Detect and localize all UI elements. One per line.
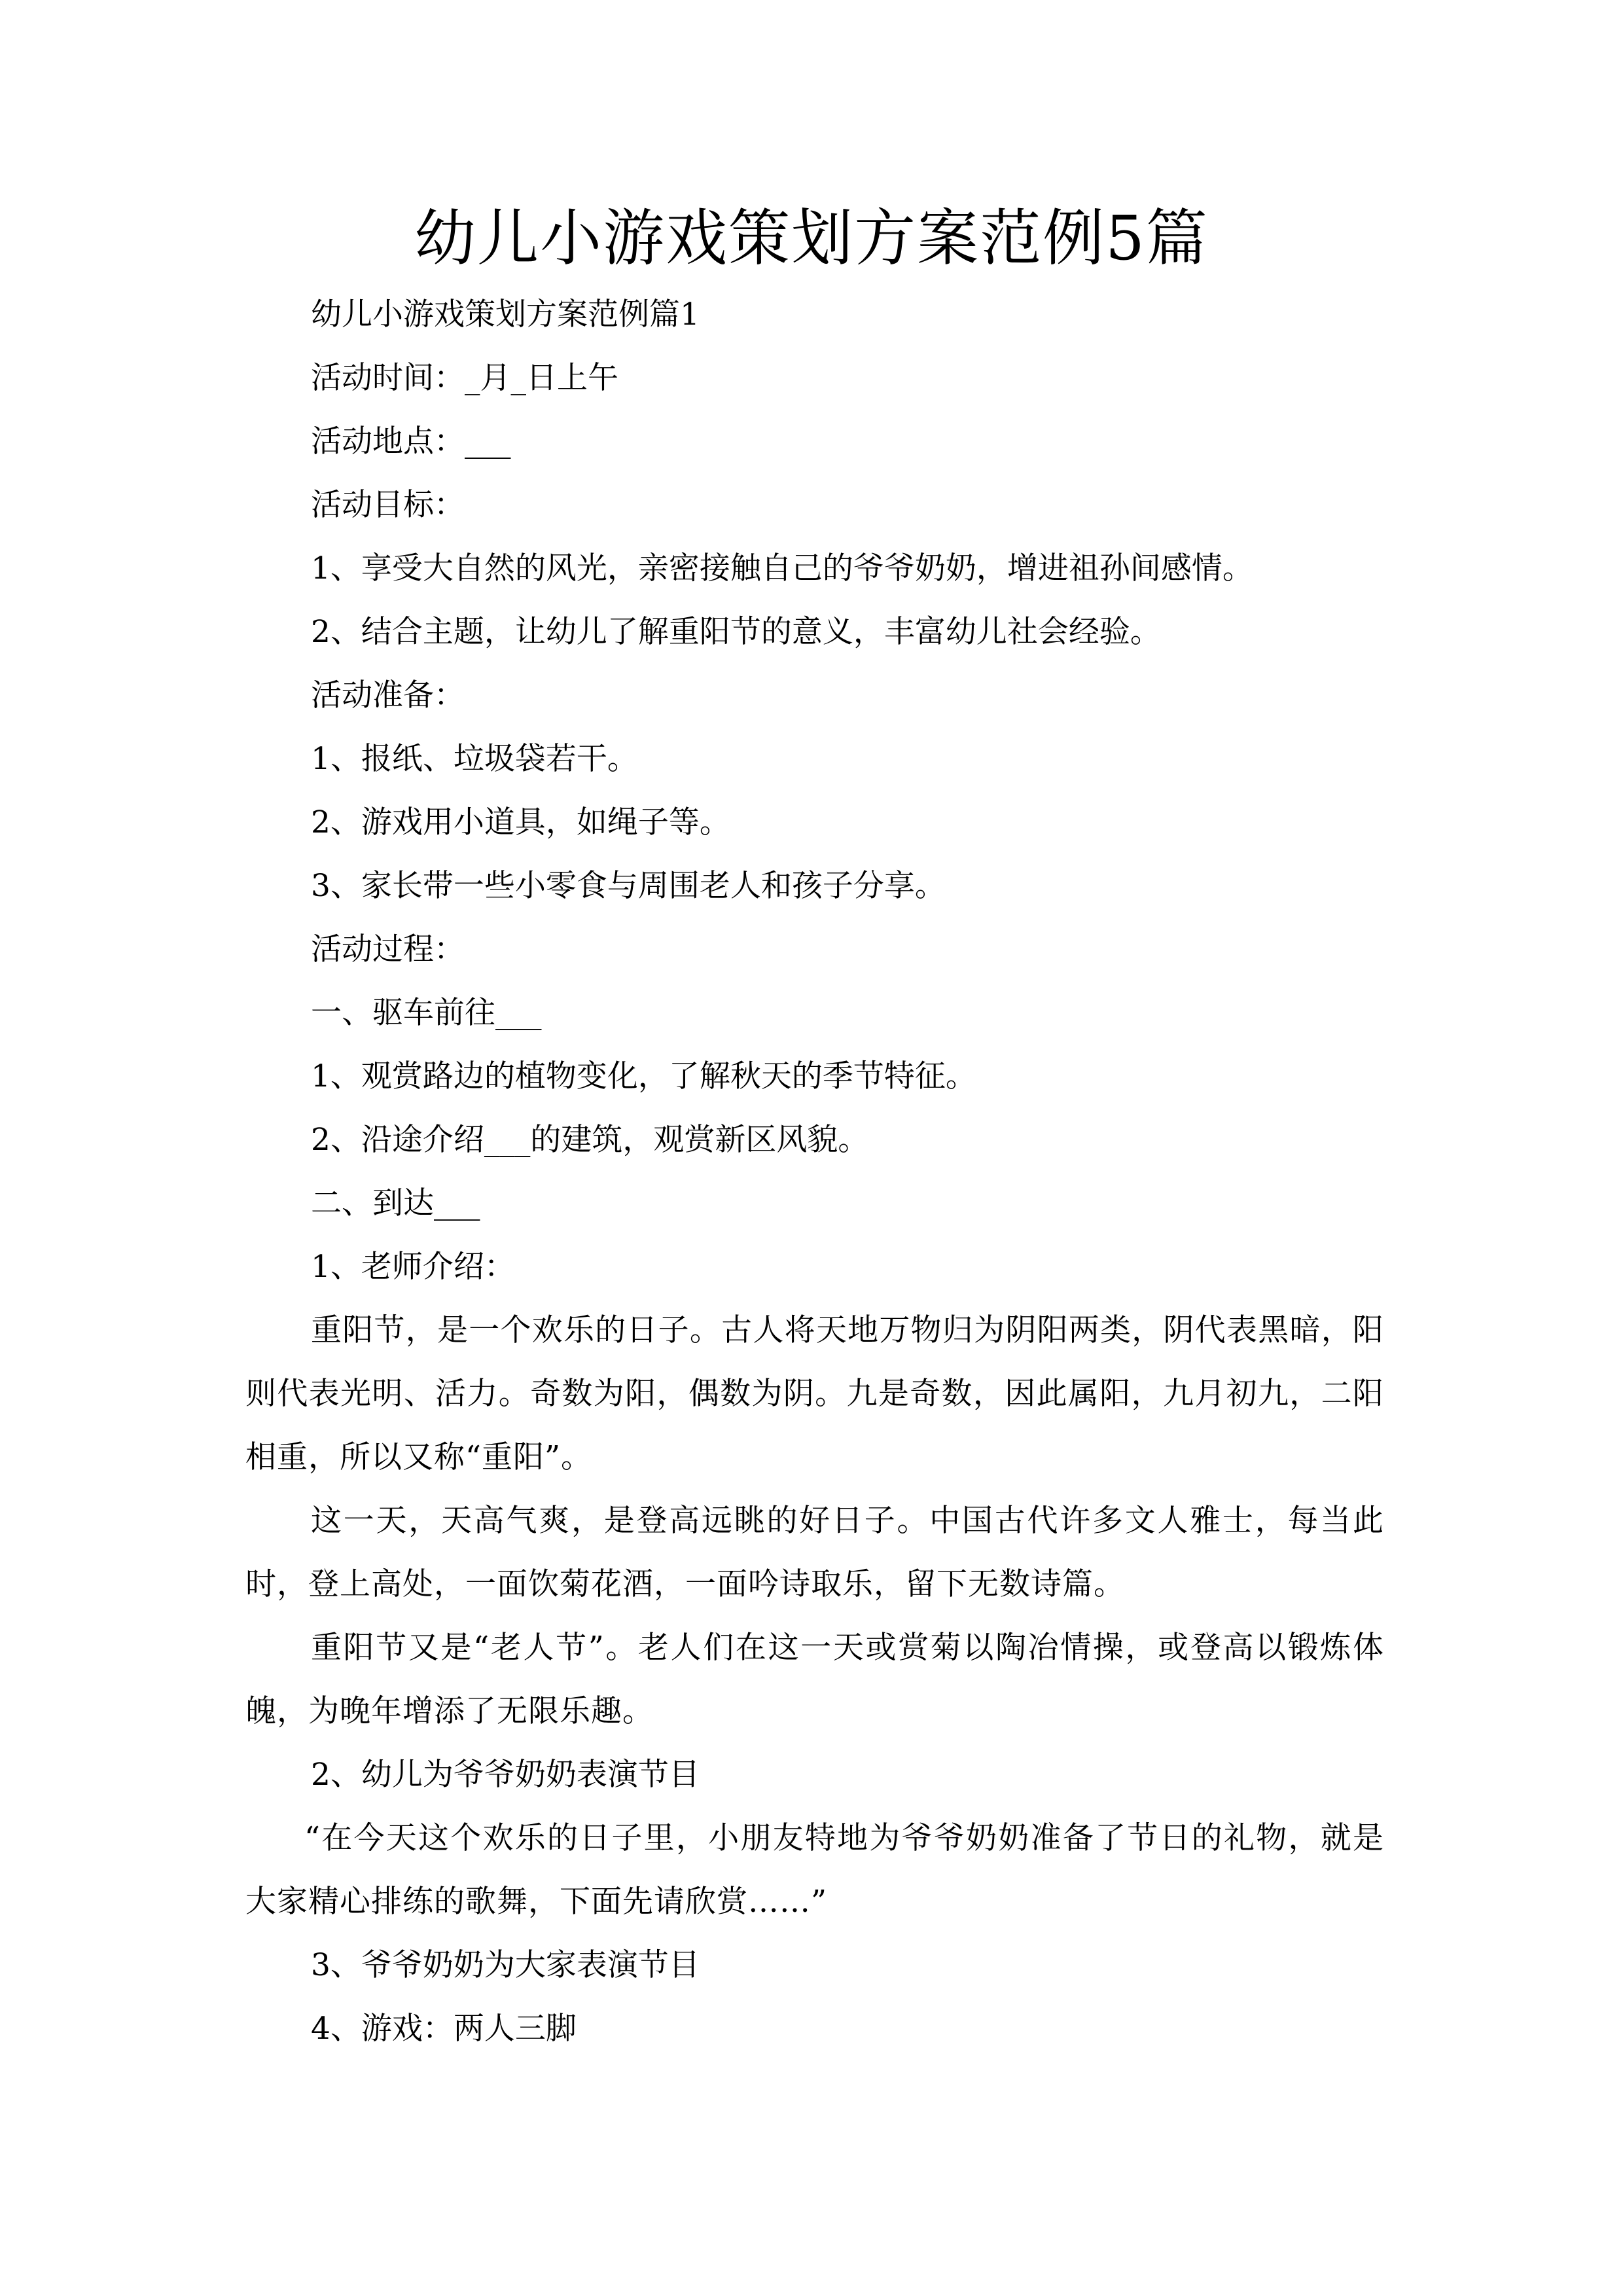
preparation-item: 1、报纸、垃圾袋若干。 [311, 741, 638, 777]
process-heading: 活动过程： [311, 931, 465, 967]
document-title: 幼儿小游戏策划方案范例5篇 [414, 203, 1209, 274]
body-paragraph: 重阳节又是“老人节”。老人们在这一天或赏菊以陶冶情操，或登高以锻炼体魄，为晚年增添了无限乐趣。 [245, 1630, 1384, 1729]
section-heading: 幼儿小游戏策划方案范例篇1 [311, 296, 700, 332]
goal-item: 1、享受大自然的风光，亲密接触自己的爷爷奶奶，增进祖孙间感情。 [311, 550, 1253, 586]
grandparents-perform-item: 3、爷爷奶奶为大家表演节目 [311, 1947, 700, 1983]
step-two-heading: 二、到达___ [311, 1185, 480, 1221]
goals-heading: 活动目标： [311, 487, 465, 523]
goal-item: 2、结合主题，让幼儿了解重阳节的意义，丰富幼儿社会经验。 [311, 614, 1161, 650]
game-item: 4、游戏：两人三脚 [311, 2011, 577, 2047]
document-body [245, 283, 1384, 2060]
step-one-item: 2、沿途介绍___的建筑，观赏新区风貌。 [311, 1122, 869, 1158]
children-perform-item: 2、幼儿为爷爷奶奶表演节目 [311, 1757, 700, 1793]
step-one-heading: 一、驱车前往___ [311, 995, 542, 1031]
quote-paragraph: “在今天这个欢乐的日子里，小朋友特地为爷爷奶奶准备了节日的礼物，就是大家精心排练的歌舞，下面先请欣赏……” [245, 1820, 1384, 1920]
preparation-item: 2、游戏用小道具，如绳子等。 [311, 804, 730, 840]
preparation-heading: 活动准备： [311, 677, 465, 713]
activity-place: 活动地点：___ [311, 423, 511, 459]
preparation-item: 3、家长带一些小零食与周围老人和孩子分享。 [311, 868, 946, 904]
step-one-item: 1、观赏路边的植物变化，了解秋天的季节特征。 [311, 1058, 976, 1094]
body-paragraph: 重阳节，是一个欢乐的日子。古人将天地万物归为阴阳两类，阴代表黑暗，阳则代表光明、活力。奇数为阳，偶数为阴。九是奇数，因此属阳，九月初九，二阳相重，所以又称“重阳”。 [245, 1312, 1384, 1475]
activity-time: 活动时间：_月_日上午 [311, 360, 618, 396]
body-paragraph: 这一天，天高气爽，是登高远眺的好日子。中国古代许多文人雅士，每当此时，登上高处，一面饮菊花酒，一面吟诗取乐，留下无数诗篇。 [245, 1503, 1384, 1602]
teacher-intro-heading: 1、老师介绍： [311, 1249, 515, 1285]
